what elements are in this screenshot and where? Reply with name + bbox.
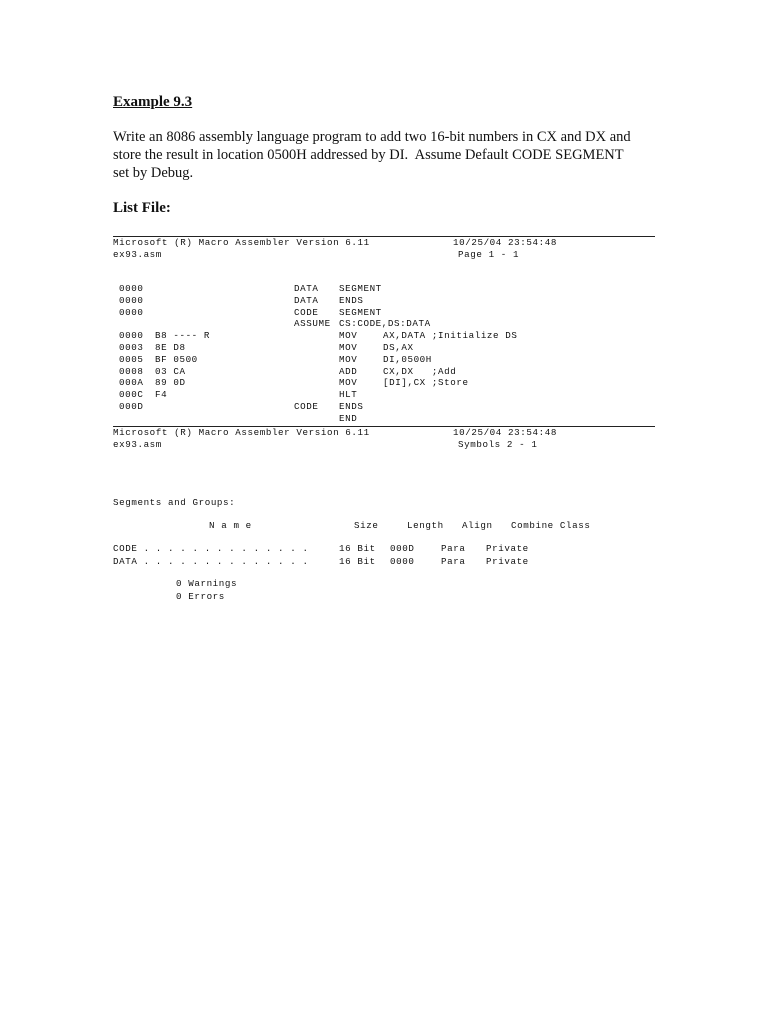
assembler-version: Microsoft (R) Macro Assembler Version 6.11	[113, 237, 370, 248]
listing-opcode: MOV	[339, 330, 358, 342]
warnings-count: 0 Warnings	[176, 578, 238, 589]
listing-label: DATA	[294, 283, 319, 294]
segment-combine-class: Private	[486, 556, 529, 567]
listing-operand: DI,0500H	[383, 353, 432, 365]
listing-address: 0005	[119, 353, 144, 365]
page-indicator: Page 1 - 1	[458, 249, 520, 260]
listing-opcode: CS:CODE,DS:DATA	[339, 318, 431, 330]
listing-operand: DS,AX	[383, 342, 414, 353]
listing-opcode: MOV	[339, 377, 358, 389]
listing-machine-code: B8 ---- R	[155, 330, 211, 342]
listing-operand: AX,DATA ;Initialize DS	[383, 330, 518, 342]
assembly-datetime: 10/25/04 23:54:48	[453, 237, 557, 248]
listing-opcode: SEGMENT	[339, 283, 382, 294]
segment-size: 16 Bit	[339, 556, 376, 567]
listing-label: ASSUME	[294, 318, 331, 330]
segment-name: CODE . . . . . . . . . . . . . .	[113, 543, 309, 554]
segments-header-name: N a m e	[209, 520, 252, 531]
listing-opcode: MOV	[339, 353, 358, 365]
listing-label: CODE	[294, 306, 319, 318]
segment-length: 000D	[390, 543, 415, 554]
description-line-2: store the result in location 0500H addressed by DI. Assume Default CODE SEGMENT	[113, 147, 624, 163]
assembly-datetime-2: 10/25/04 23:54:48	[453, 427, 557, 438]
listing-address: 000A	[119, 377, 144, 389]
listing-address: 0008	[119, 365, 144, 377]
listing-opcode: SEGMENT	[339, 306, 382, 318]
segment-length: 0000	[390, 556, 415, 567]
listing-machine-code: 89 0D	[155, 377, 186, 389]
segments-header-length: Length	[407, 520, 444, 531]
listing-opcode: HLT	[339, 389, 358, 401]
listing-operand: CX,DX ;Add	[383, 365, 457, 377]
list-file-label: List File:	[113, 200, 171, 216]
listing-opcode: ENDS	[339, 401, 364, 412]
assembler-version-2: Microsoft (R) Macro Assembler Version 6.11	[113, 427, 370, 438]
listing-opcode: END	[339, 412, 358, 424]
segment-name: DATA . . . . . . . . . . . . . .	[113, 556, 309, 567]
listing-opcode: ENDS	[339, 294, 364, 306]
listing-address: 0000	[119, 283, 144, 294]
source-filename-2: ex93.asm	[113, 439, 162, 450]
segments-title: Segments and Groups:	[113, 497, 236, 508]
description-line-3: set by Debug.	[113, 165, 194, 181]
listing-address: 0000	[119, 306, 144, 318]
listing-opcode: ADD	[339, 365, 358, 377]
segment-align: Para	[441, 543, 466, 554]
listing-address: 0000	[119, 294, 144, 306]
listing-label: DATA	[294, 294, 319, 306]
segments-header-combine: Combine Class	[511, 520, 591, 531]
example-title: Example 9.3	[113, 94, 193, 110]
segments-header-align: Align	[462, 520, 493, 531]
errors-count: 0 Errors	[176, 591, 225, 602]
listing-machine-code: 8E D8	[155, 342, 186, 353]
segment-combine-class: Private	[486, 543, 529, 554]
listing-address: 0003	[119, 342, 144, 353]
segment-size: 16 Bit	[339, 543, 376, 554]
segment-align: Para	[441, 556, 466, 567]
source-filename: ex93.asm	[113, 249, 162, 260]
listing-address: 0000	[119, 330, 144, 342]
segments-header-size: Size	[354, 520, 379, 531]
listing-machine-code: F4	[155, 389, 168, 401]
listing-address: 000C	[119, 389, 144, 401]
listing-address: 000D	[119, 401, 144, 412]
listing-opcode: MOV	[339, 342, 358, 353]
description-line-1: Write an 8086 assembly language program to add two 16-bit numbers in CX and DX and	[113, 129, 631, 145]
listing-label: CODE	[294, 401, 319, 412]
listing-machine-code: BF 0500	[155, 353, 198, 365]
symbols-page-indicator: Symbols 2 - 1	[458, 439, 538, 450]
listing-operand: [DI],CX ;Store	[383, 377, 469, 389]
listing-machine-code: 03 CA	[155, 365, 186, 377]
